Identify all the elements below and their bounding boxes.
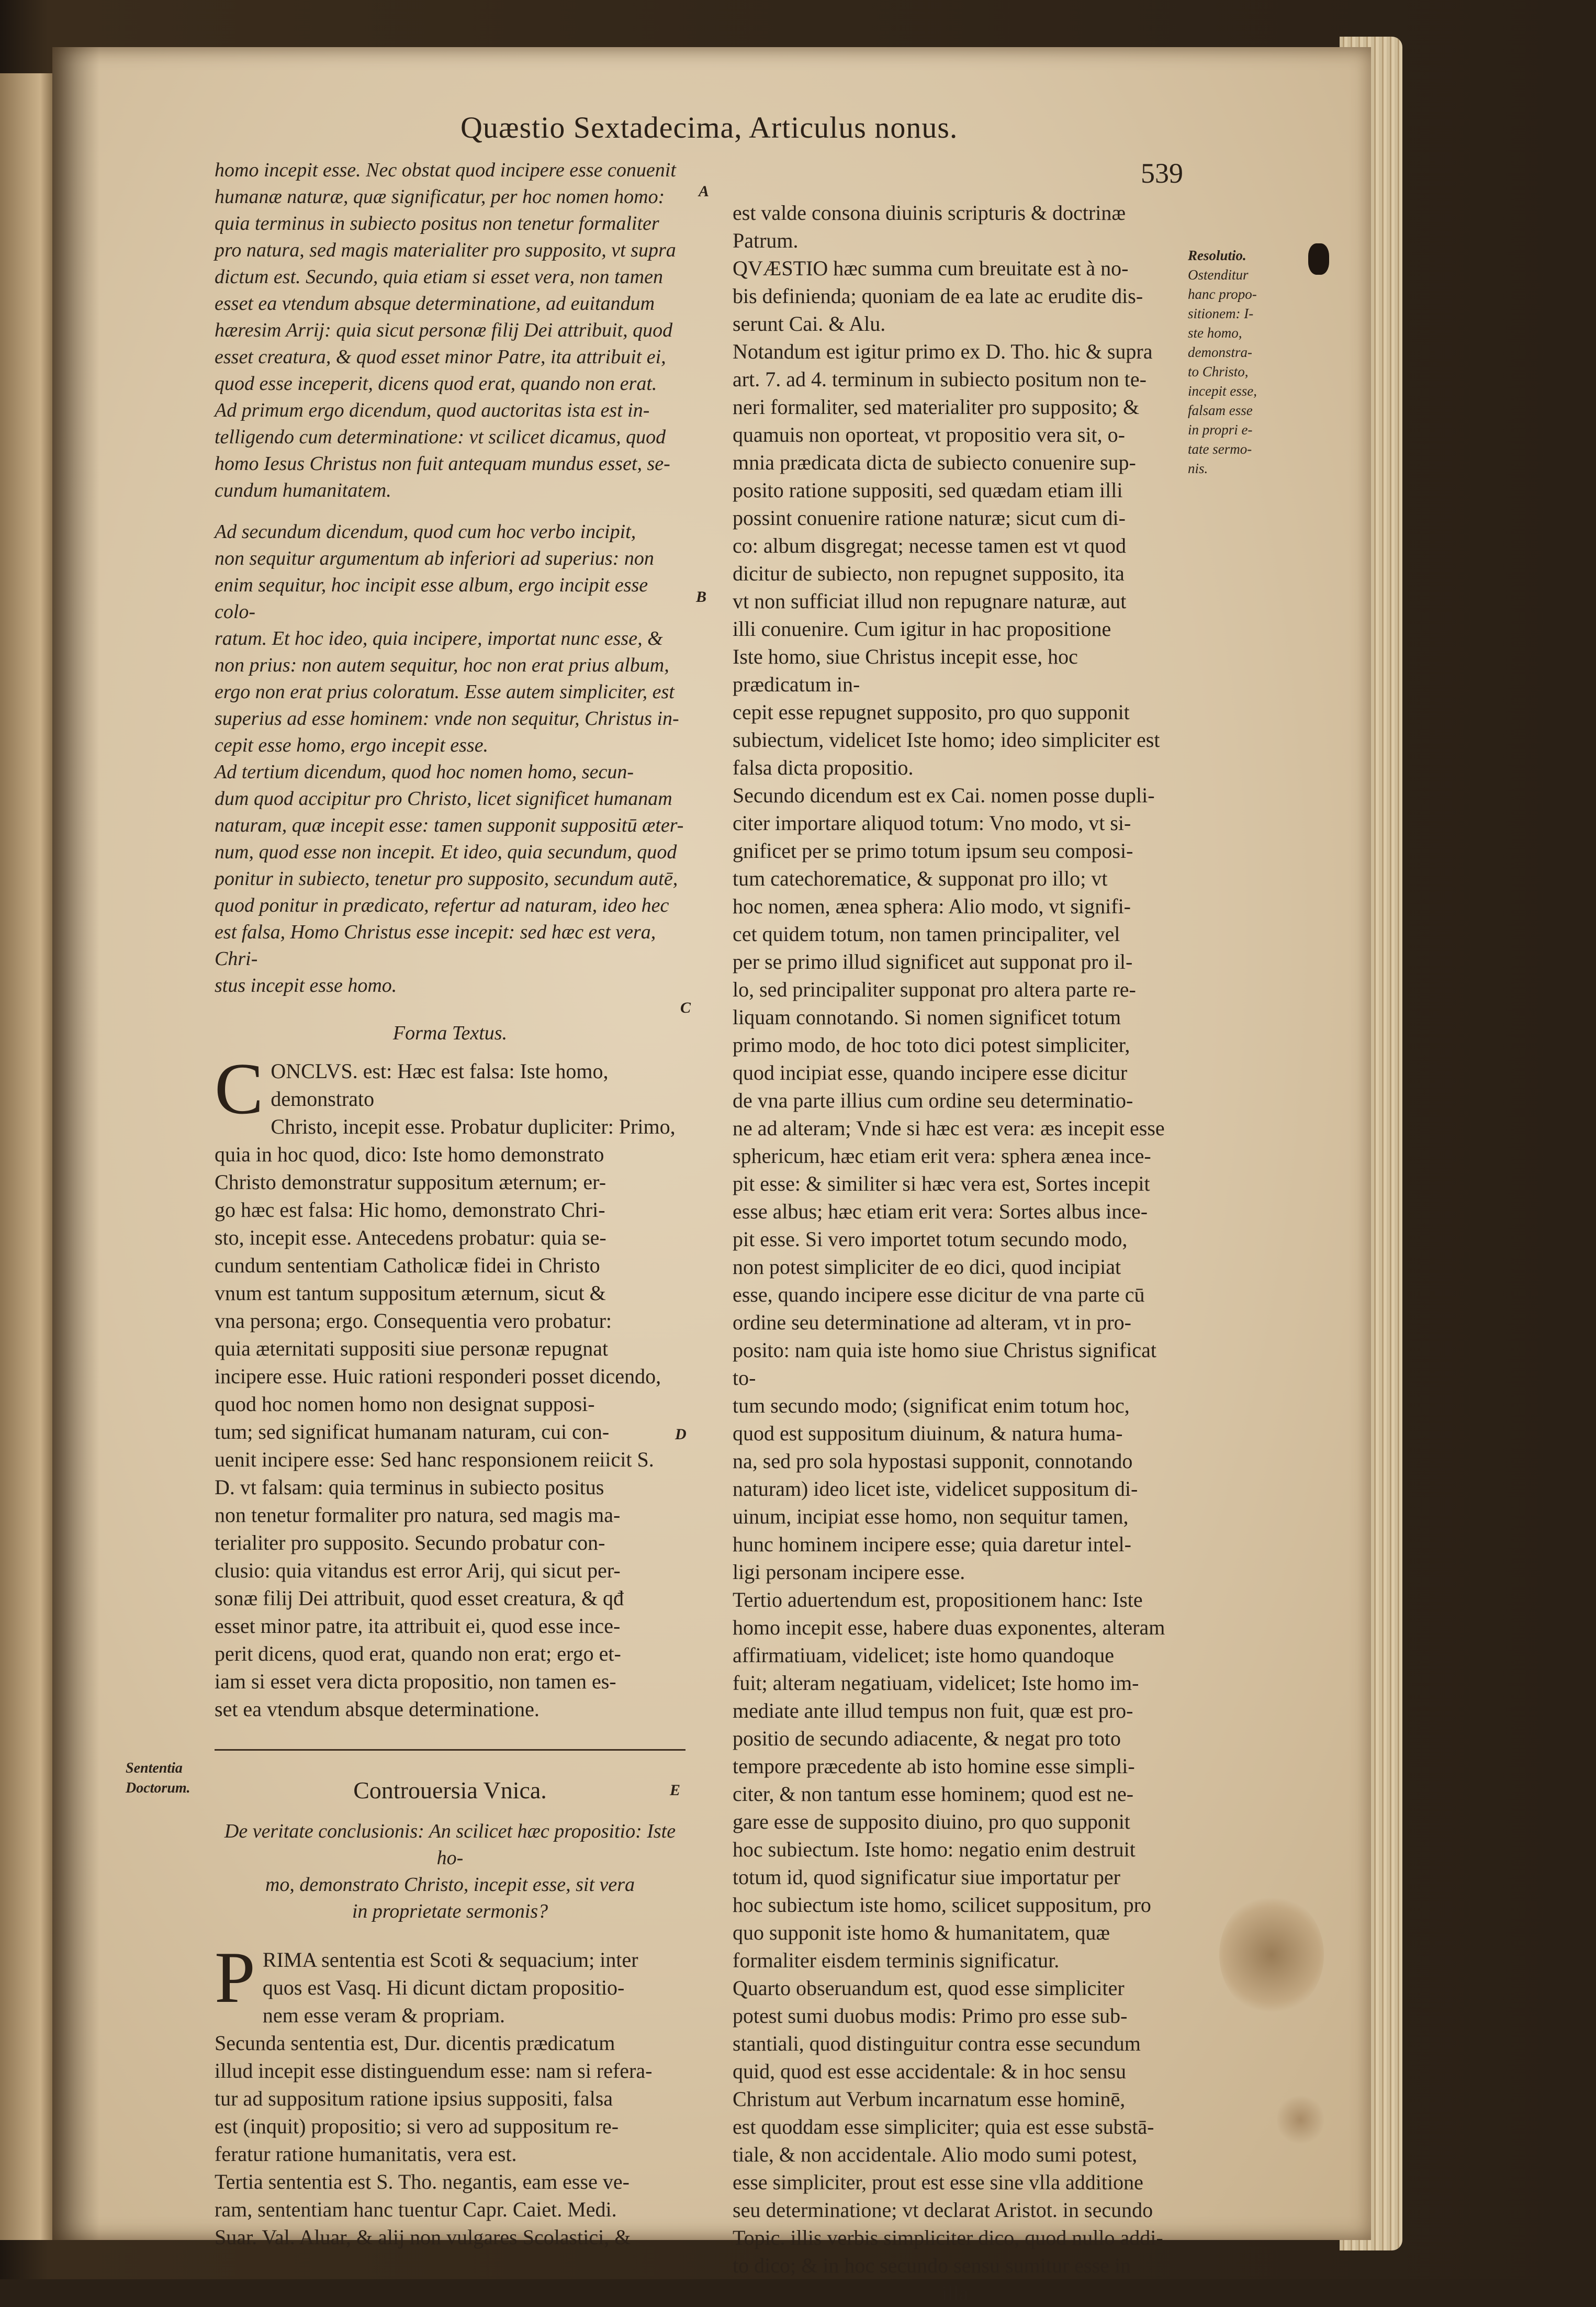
- text-line: dictum est. Secundo, quia etiam si esset vera, non tamen: [215, 266, 663, 288]
- text-line: feratur ratione humanitatis, vera est.: [215, 2142, 517, 2166]
- text-line: Ad tertium dicendum, quod hoc nomen homo, secun-: [215, 761, 634, 783]
- text-line: est falsa, Homo Christus esse incepit: sed hæc est vera, Chri-: [215, 921, 656, 970]
- facing-page-edge: [0, 73, 58, 2240]
- margin-letter-b: B: [696, 588, 707, 606]
- margin-letter-a: A: [699, 183, 710, 200]
- ad-tertium-block: [215, 759, 685, 999]
- text-line: fuit; alteram negatiuam, videlicet; Iste homo im-: [733, 1671, 1139, 1695]
- text-line: mnia prædicata dicta de subiecto conuenire sup-: [733, 451, 1136, 474]
- sententia-sidenote: [126, 1759, 204, 1798]
- text-line: non prius: non autem sequitur, hoc non erat prius album,: [215, 654, 669, 676]
- text-line: hoc subiectum. Iste homo: negatio enim destruit: [733, 1838, 1136, 1861]
- text-line: citer, & non tantum esse hominem; quod est ne-: [733, 1782, 1134, 1806]
- text-line: stus incepit esse homo.: [215, 975, 397, 996]
- text-line: ponitur in subiecto, tenetur pro supposito, secundum autē,: [215, 868, 678, 890]
- text-line: quia in hoc quod, dico: Iste homo demonstrato: [215, 1143, 604, 1166]
- text-line: Christo, incepit esse. Probatur dupliciter: Primo,: [271, 1115, 676, 1138]
- text-line: cepit esse repugnet supposito, pro quo supponit: [733, 700, 1130, 724]
- text-line: pro natura, sed magis materialiter pro supposito, vt supra: [215, 239, 676, 261]
- text-line: cundum humanitatem.: [215, 479, 391, 501]
- text-line: quia æternitati suppositi siue personæ repugnat: [215, 1337, 609, 1360]
- text-line: RIMA sententia est Scoti & sequacium; inter: [262, 1948, 638, 1972]
- text-line: quod est suppositum diuinum, & natura huma-: [733, 1421, 1123, 1445]
- forma-textus-heading: Forma Textus.: [392, 1022, 508, 1044]
- text-line: esset creatura, & quod esset minor Patre, ita attribuit ei,: [215, 346, 666, 368]
- text-line: quid, quod est esse accidentale: & in hoc sensu: [733, 2059, 1127, 2083]
- text-line: vnum est tantum suppositum æternum, sicut &: [215, 1281, 606, 1305]
- resolutio-sidenote: [1188, 246, 1298, 478]
- text-line: neri formaliter, sed materialiter pro supposito; &: [733, 395, 1140, 419]
- sidenote-line: Sententia: [126, 1760, 183, 1776]
- sidenote-line: demonstra-: [1188, 344, 1252, 360]
- text-line: serunt Cai. & Alu.: [733, 312, 886, 335]
- text-line: uinum, incipiat esse homo, non sequitur tamen,: [733, 1505, 1129, 1528]
- text-line: dum quod accipitur pro Christo, licet significet humanam: [215, 788, 672, 810]
- text-line: go hæc est falsa: Hic homo, demonstrato Chri-: [215, 1198, 605, 1222]
- text-line: liquam connotando. Si nomen significet totum: [733, 1005, 1121, 1029]
- ink-blot: [1308, 243, 1329, 275]
- text-line: tempore præcedente ab isto homine esse simpli-: [733, 1754, 1135, 1778]
- text-line: sphericum, hæc etiam erit vera: sphera ænea ince-: [733, 1144, 1151, 1168]
- text-line: Notandum est igitur primo ex D. Tho. hic & supra: [733, 340, 1153, 363]
- text-line: tum secundo modo; (significat enim totum hoc,: [733, 1394, 1130, 1417]
- text-line: enim sequitur, hoc incipit esse album, ergo incipit esse colo-: [215, 574, 648, 623]
- sidenote-line: tate sermo-: [1188, 441, 1252, 457]
- text-line: primo modo, de hoc toto dici potest simpliciter,: [733, 1033, 1130, 1057]
- text-line: tum; sed significat humanam naturam, cui con-: [215, 1420, 610, 1443]
- text-line: ordine seu determinatione ad alteram, vt in pro-: [733, 1311, 1131, 1334]
- text-line: Secunda sententia est, Dur. dicentis prædicatum: [215, 2031, 615, 2055]
- sidenote-line: sitionem: I-: [1188, 306, 1254, 321]
- text-line: ratum. Et hoc ideo, quia incipere, importat nunc esse, &: [215, 628, 663, 649]
- text-line: est (inquit) propositio; si vero ad suppositum re-: [215, 2114, 619, 2138]
- margin-letter-c: C: [680, 999, 691, 1016]
- text-line: formaliter eisdem terminis significatur.: [733, 1948, 1060, 1972]
- text-line: quod esse inceperit, dicens quod erat, quando non erat.: [215, 373, 657, 395]
- text-line: vt non sufficiat illud non repugnare naturæ, aut: [733, 589, 1127, 613]
- text-line: quia terminus in subiecto positus non tenetur formaliter: [215, 212, 659, 234]
- text-line: positio de secundo adiacente, & negat pro toto: [733, 1727, 1121, 1750]
- text-line: ligi personam incipere esse.: [733, 1560, 965, 1584]
- margin-letter-d: D: [675, 1426, 687, 1443]
- text-line: naturam) ideo licet iste, videlicet suppositum di-: [733, 1477, 1138, 1500]
- text-line: pit esse: & similiter si hæc vera est, Sortes incepit: [733, 1172, 1150, 1195]
- water-stain: [1277, 2093, 1324, 2146]
- text-line: cundum sententiam Catholicæ fidei in Christo: [215, 1253, 600, 1277]
- text-line: quos est Vasq. Hi dicunt dictam propositio-: [262, 1976, 625, 1999]
- running-title: Quæstio Sextadecima, Articulus nonus.: [460, 110, 958, 144]
- text-line: esse albus; hæc etiam erit vera: Sortes albus ince-: [733, 1200, 1148, 1223]
- text-line: num, quod esse non incepit. Et ideo, quia secundum, quod: [215, 841, 677, 863]
- question-block: [215, 1818, 685, 1925]
- text-line: Suar. Val. Aluar, & alij non vulgares Scolastici, &: [215, 2225, 631, 2249]
- text-line: homo Iesus Christus non fuit antequam mundus esset, se-: [215, 453, 670, 475]
- text-line: non potest simpliciter de eo dici, quod incipiat: [733, 1255, 1121, 1279]
- text-line: stantiali, quod distinguitur contra esse secundum: [733, 2032, 1141, 2055]
- secundo-block: [733, 781, 1177, 1586]
- sidenote-line: incepit esse,: [1188, 383, 1257, 399]
- text-line: posito ratione suppositi, sed quædam etiam illi: [733, 478, 1123, 502]
- text-line: quod ponitur in prædicato, refertur ad naturam, ideo hec: [215, 894, 669, 916]
- margin-letter-e: E: [670, 1782, 681, 1799]
- text-line: D. vt falsam: quia terminus in subiecto positus: [215, 1475, 604, 1499]
- text-line: potest sumi duobus modis: Primo pro esse sub-: [733, 2004, 1128, 2028]
- text-line: posito: nam quia iste homo siue Christus significat to-: [733, 1338, 1156, 1390]
- text-line: to dico; & in hoc secundo sensu sumitur esse in: [733, 2254, 1131, 2277]
- text-line: quod incipiat esse, quando incipere esse dicitur: [733, 1061, 1128, 1084]
- sidenote-line: nis.: [1188, 461, 1208, 476]
- text-line: sto, incepit esse. Antecedens probatur: quia se-: [215, 1226, 606, 1249]
- text-line: humanæ naturæ, quæ significatur, per hoc nomen homo:: [215, 186, 665, 208]
- text-line: Quarto obseruandum est, quod esse simpliciter: [733, 1976, 1125, 2000]
- conclusio-block: [215, 1048, 685, 1723]
- quarto-block: [733, 1974, 1177, 2307]
- text-line: Iste homo, siue Christus incepit esse, hoc prædicatum in-: [733, 645, 1078, 696]
- text-line: hoc subiectum iste homo, scilicet suppositum, pro: [733, 1893, 1151, 1917]
- text-line: seu determinatione; vt declarat Aristot. in secundo: [733, 2198, 1153, 2222]
- text-line: naturam, quæ incepit esse: tamen supponit suppositū æter-: [215, 814, 684, 836]
- text-line: superius ad esse hominem: vnde non sequitur, Christus in-: [215, 708, 679, 730]
- tertio-block: [733, 1586, 1177, 1974]
- ad-secundum-block: [215, 519, 685, 759]
- text-line: Secundo dicendum est ex Cai. nomen posse dupli-: [733, 783, 1155, 807]
- text-line: affirmatiuam, videlicet; iste homo quandoque: [733, 1643, 1115, 1667]
- text-line: esset ea vtendum absque determinatione, ad euitandum: [215, 293, 655, 315]
- questio-block: [733, 199, 1177, 781]
- text-line: mo, demonstrato Christo, incepit esse, sit vera: [265, 1874, 635, 1896]
- text-line: Christum aut Verbum incarnatum esse hominē,: [733, 2087, 1126, 2111]
- left-column: [215, 157, 685, 2251]
- text-line: illi conuenire. Cum igitur in hac propositione: [733, 617, 1111, 641]
- gutter-shadow: [52, 47, 99, 2240]
- text-line: illud incepit esse distinguendum esse: nam si refera-: [215, 2059, 653, 2082]
- text-line: quo supponit iste homo & humanitatem, quæ: [733, 1921, 1110, 1944]
- text-line: in proprietate sermonis?: [352, 1900, 548, 1922]
- text-line: lo, sed principaliter supponat pro altera parte re-: [733, 978, 1136, 1001]
- text-line: hæresim Arrij: quia sicut personæ filij Dei attribuit, quod: [215, 319, 673, 341]
- text-line: ergo non erat prius coloratum. Esse autem simpliciter, est: [215, 681, 675, 703]
- text-line: falsa dicta propositio.: [733, 756, 914, 779]
- text-line: cepit esse homo, ergo incepit esse.: [215, 734, 489, 756]
- text-line: telligendo cum determinatione: vt scilicet dicamus, quod: [215, 426, 666, 448]
- text-line: tiale, & non accidentale. Alio modo sumi potest,: [733, 2143, 1138, 2166]
- text-line: na, sed pro sola hypostasi supponit, connotando: [733, 1449, 1133, 1473]
- right-column: [733, 199, 1177, 2307]
- sidenote-line: falsam esse: [1188, 402, 1253, 418]
- text-line: sonæ filij Dei attribuit, quod esset creatura, & qđ: [215, 1586, 624, 1610]
- sidenote-line: Ostenditur: [1188, 267, 1249, 283]
- water-stain: [1219, 1895, 1324, 2015]
- text-line: possint conuenire ratione naturæ; sicut cum di-: [733, 506, 1126, 530]
- text-line: Tertia sententia est S. Tho. negantis, eam esse ve-: [215, 2170, 630, 2193]
- catchword: illa: [941, 2281, 969, 2305]
- text-line: est valde consona diuinis scripturis & doctrinæ: [733, 201, 1126, 225]
- text-line: clusio: quia vitandus est error Arij, qui sicut per-: [215, 1559, 621, 1582]
- text-line: terialiter pro supposito. Secundo probatur con-: [215, 1531, 605, 1554]
- text-line: hoc nomen, ænea sphera: Alio modo, vt signifi-: [733, 894, 1131, 918]
- text-line: homo incepit esse, habere duas exponentes, alteram: [733, 1616, 1165, 1639]
- text-line: vna persona; ergo. Consequentia vero probatur:: [215, 1309, 612, 1332]
- text-line: subiectum, videlicet Iste homo; ideo simpliciter est: [733, 728, 1160, 752]
- text-line: Topic. illis verbis simpliciter dico, quod nullo addi-: [733, 2226, 1163, 2249]
- text-line: art. 7. ad 4. terminum in subiecto positum non te-: [733, 367, 1147, 391]
- text-line: quod hoc nomen homo non designat supposi-: [215, 1392, 595, 1416]
- sidenote-line: ste homo,: [1188, 325, 1242, 341]
- section-divider: [215, 1749, 685, 1751]
- text-line: De veritate conclusionis: An scilicet hæc propositio: Iste ho-: [224, 1820, 676, 1869]
- text-line: QVÆSTIO hæc summa cum breuitate est à no-: [733, 256, 1129, 280]
- text-line: incipere esse. Huic rationi responderi posset dicendo,: [215, 1364, 661, 1388]
- text-line: ne ad alteram; Vnde si hæc est vera: æs incepit esse: [733, 1116, 1165, 1140]
- text-line: bis definienda; quoniam de ea late ac erudite dis-: [733, 284, 1143, 308]
- text-line: pit esse. Si vero importet totum secundo modo,: [733, 1227, 1128, 1251]
- text-line: set ea vtendum absque determinatione.: [215, 1697, 540, 1721]
- text-line: tum catechorematice, & supponat pro illo; vt: [733, 867, 1108, 890]
- commentary-block: [215, 157, 685, 504]
- page-number: 539: [1141, 158, 1183, 189]
- text-line: Ad secundum dicendum, quod cum hoc verbo incipit,: [215, 521, 636, 543]
- sidenote-line: to Christo,: [1188, 364, 1249, 379]
- text-line: iam si esset vera dicta propositio, non tamen es-: [215, 1670, 616, 1693]
- drop-cap-c: C: [215, 1048, 264, 1129]
- text-line: dicitur de subiecto, non repugnet supposito, ita: [733, 562, 1125, 585]
- text-line: ram, sententiam hanc tuentur Capr. Caiet. Medi.: [215, 2198, 617, 2221]
- text-line: est quoddam esse simpliciter; quia est esse substā-: [733, 2115, 1154, 2138]
- drop-cap-p: P: [215, 1937, 255, 2018]
- text-line: cet quidem totum, non tamen principaliter, vel: [733, 922, 1120, 946]
- text-line: citer importare aliquod totum: Vno modo, vt si-: [733, 811, 1131, 835]
- text-line: perit dicens, quod erat, quando non erat; ergo et-: [215, 1642, 621, 1665]
- text-line: de vna parte illius cum ordine seu determinatio-: [733, 1089, 1133, 1112]
- sententiae-block: [215, 1937, 685, 2251]
- text-line: non tenetur formaliter pro natura, sed magis ma-: [215, 1503, 621, 1527]
- controuersia-heading: Controuersia Vnica.: [353, 1777, 547, 1804]
- text-line: uenit incipere esse: Sed hanc responsionem reiicit S.: [215, 1448, 654, 1471]
- text-line: non sequitur argumentum ab inferiori ad superius: non: [215, 547, 654, 569]
- text-line: gnificet per se primo totum ipsum seu composi-: [733, 839, 1133, 863]
- text-line: esset minor patre, ita attribuit ei, quod esse ince-: [215, 1614, 621, 1638]
- sidenote-line: Resolutio.: [1188, 248, 1246, 263]
- text-line: ONCLVS. est: Hæc est falsa: Iste homo, demonstrato: [271, 1059, 609, 1111]
- text-line: Tertio aduertendum est, propositionem hanc: Iste: [733, 1588, 1143, 1611]
- sidenote-line: in propri e-: [1188, 422, 1253, 438]
- text-line: esse, quando incipere esse dicitur de vna parte cū: [733, 1283, 1145, 1306]
- text-line: gare esse de supposito diuino, pro quo supponit: [733, 1810, 1130, 1833]
- text-line: esse simpliciter, prout est esse sine vlla additione: [733, 2170, 1143, 2194]
- text-line: homo incepit esse. Nec obstat quod incipere esse conuenit: [215, 159, 676, 181]
- text-line: hunc hominem incipere esse; quia daretur intel-: [733, 1532, 1131, 1556]
- sidenote-line: hanc propo-: [1188, 286, 1257, 302]
- text-line: nem esse veram & propriam.: [262, 2003, 505, 2027]
- text-line: quamuis non oporteat, vt propositio vera sit, o-: [733, 423, 1125, 446]
- text-line: tur ad suppositum ratione ipsius suppositi, falsa: [215, 2087, 613, 2110]
- text-line: co: album disgregat; necesse tamen est vt quod: [733, 534, 1127, 557]
- text-line: Christo demonstratur suppositum æternum; er-: [215, 1170, 606, 1194]
- text-line: Ad primum ergo dicendum, quod auctoritas ista est in-: [215, 399, 650, 421]
- sidenote-line: Doctorum.: [126, 1780, 190, 1796]
- text-line: per se primo illud significet aut supponat pro il-: [733, 950, 1133, 973]
- text-line: mediate ante illud tempus non fuit, quæ est pro-: [733, 1699, 1133, 1722]
- text-line: totum id, quod significatur siue importatur per: [733, 1865, 1120, 1889]
- text-line: Patrum.: [733, 229, 799, 252]
